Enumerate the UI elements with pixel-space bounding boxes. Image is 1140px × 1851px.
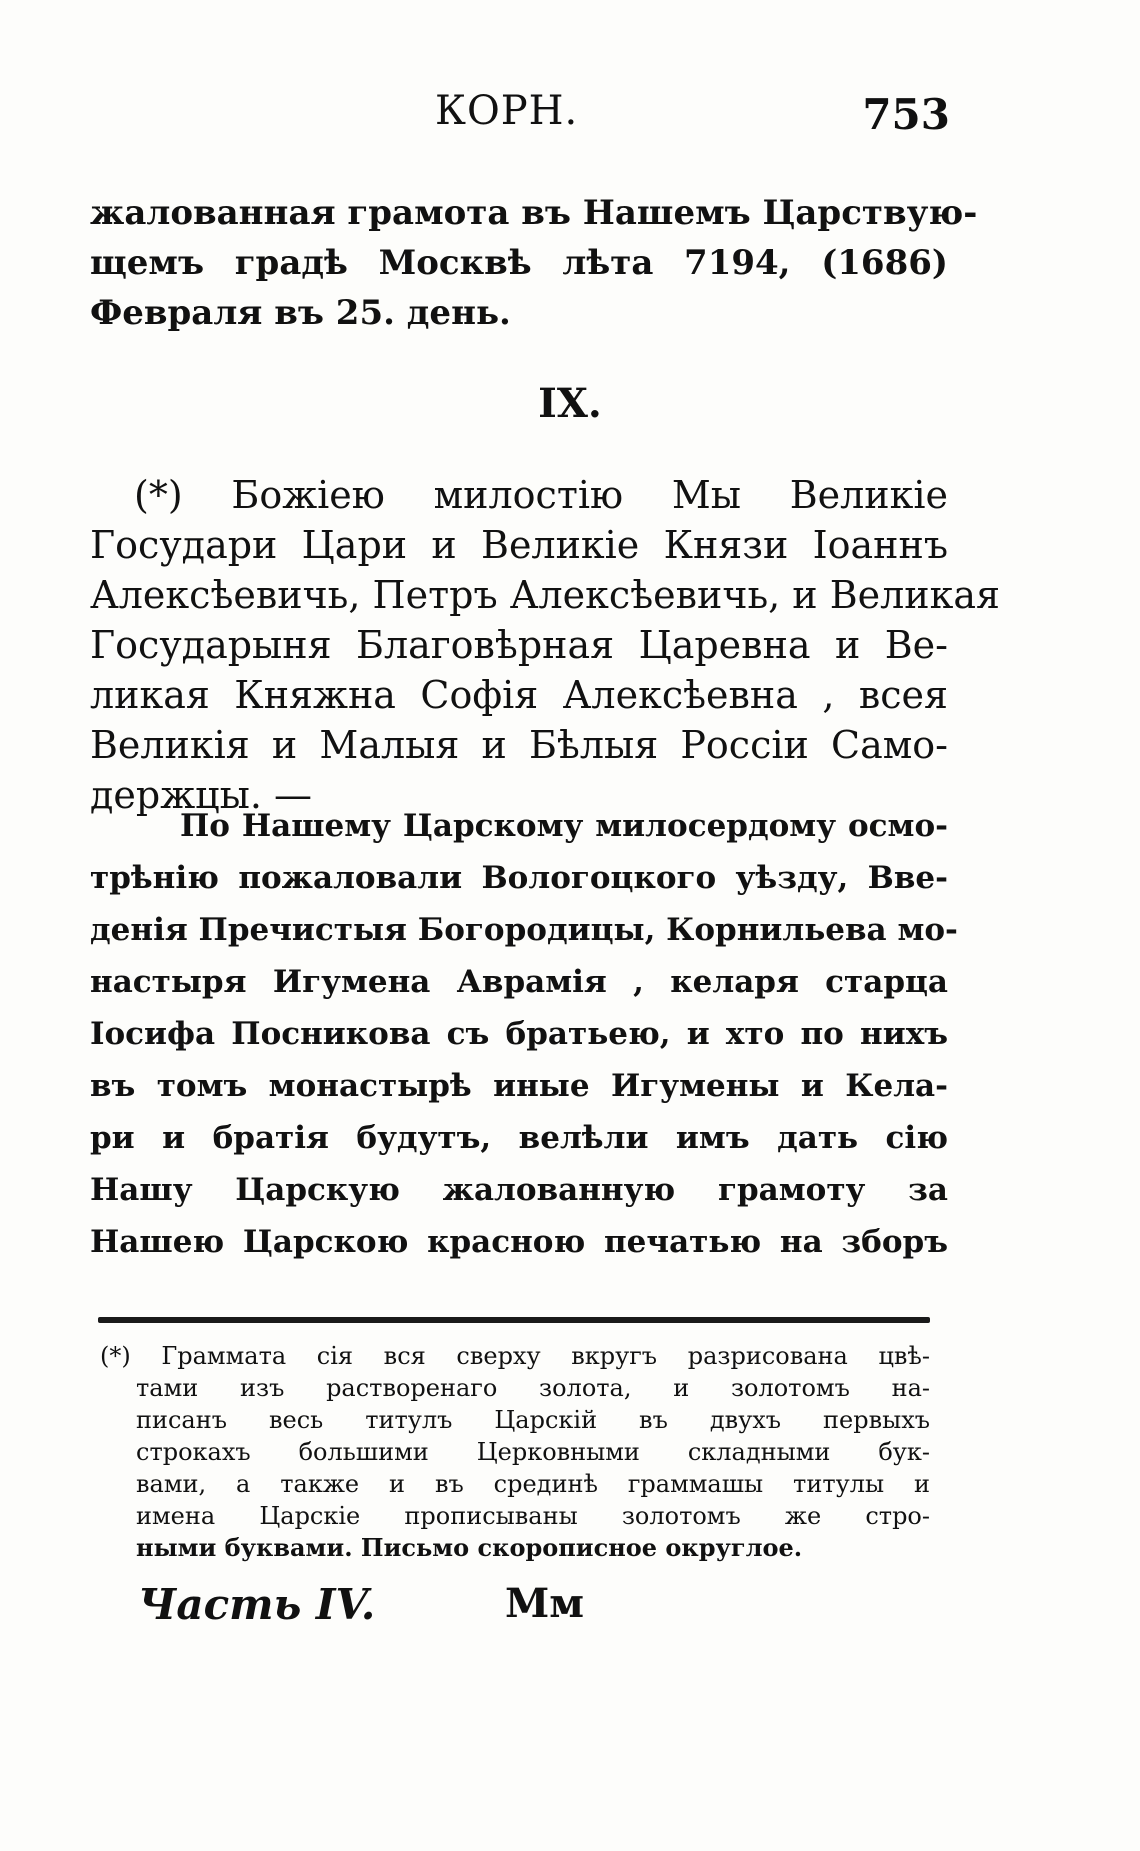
footnote-line: (*) Граммата сія вся сверху вкругъ разрисована цвѣ- (100, 1342, 930, 1370)
part-signature: Часть IV. (138, 1580, 376, 1629)
page-number: 753 (862, 90, 950, 139)
footnote-rule (98, 1317, 930, 1323)
text-line: По Нашему Царскому милосердому осмо- (180, 808, 948, 844)
text-line: денія Пречистыя Богородицы, Корнильева мо- (90, 912, 958, 948)
footnote-line: имена Царскіе прописываны золотомъ же стро- (136, 1502, 930, 1530)
text-line: Алексѣевичь, Петръ Алексѣевичь, и Великая (90, 573, 1000, 617)
section-number: IX. (538, 380, 602, 427)
text-line: Великія и Малыя и Бѣлыя Россіи Само- (90, 723, 948, 767)
footnote-line: писанъ весь титулъ Царскій въ двухъ первыхъ (136, 1406, 930, 1434)
text-line: Государи Цари и Великіе Князи Іоаннъ (90, 523, 948, 567)
footnote-line: ными буквами. Письмо скорописное округлое. (136, 1533, 803, 1562)
footnote (100, 1340, 930, 1564)
footnote-line: строкахъ большими Церковными складными бук- (136, 1438, 930, 1466)
text-line: Государыня Благовѣрная Царевна и Ве- (90, 623, 948, 667)
text-line: ри и братія будутъ, велѣли имъ дать сію (90, 1120, 948, 1156)
page-header (90, 88, 950, 148)
carryover-text (90, 188, 978, 338)
text-line: держцы. — (90, 773, 313, 817)
running-head: КОРН. (435, 88, 579, 134)
text-line: Нашею Царскою красною печатью на зборъ (90, 1224, 948, 1260)
text-line: трѣнію пожаловали Вологоцкого уѣзду, Вве- (90, 860, 948, 896)
text-line: Іосифа Посникова съ братьею, и хто по нихъ (90, 1016, 948, 1052)
text-line: настыря Игумена Аврамія , келаря старца (90, 964, 948, 1000)
text-line: Февраля въ 25. день. (90, 293, 511, 333)
text-line: Нашу Царскую жалованную грамоту за (90, 1172, 948, 1208)
paragraph-title (90, 470, 1000, 820)
footnote-line: тами изъ растворенаго золота, и золотомъ на- (136, 1374, 930, 1402)
text-line: щемъ градѣ Москвѣ лѣта 7194, (1686) (90, 243, 948, 283)
signature-mark: Мм (505, 1580, 585, 1627)
text-line: въ томъ монастырѣ иные Игумены и Кела- (90, 1068, 948, 1104)
text-line: жалованная грамота въ Нашемъ Царствую- (90, 193, 978, 233)
paragraph-body (90, 800, 958, 1268)
footnote-line: вами, а также и въ срединѣ граммашы титулы и (136, 1470, 930, 1498)
text-line: ликая Княжна Софія Алексѣевна , всея (90, 673, 948, 717)
text-line: (*) Божіею милостію Мы Великіе (134, 473, 948, 517)
